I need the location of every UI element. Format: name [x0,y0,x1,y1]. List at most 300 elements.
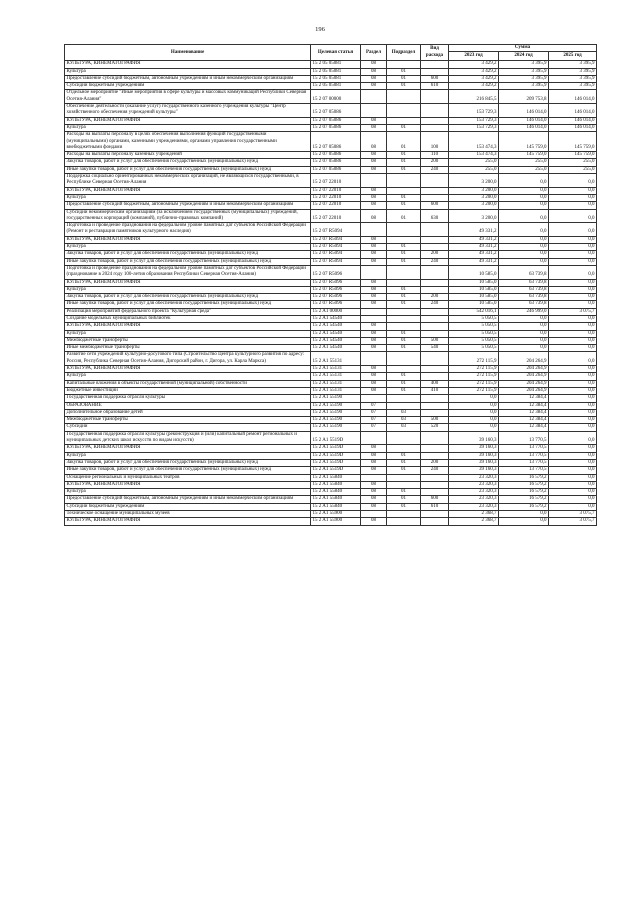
row-sum-2024: 13 770,5 [499,459,549,466]
row-expense-type: 200 [421,294,449,301]
row-section [361,174,387,188]
row-name: Подготовка и проведение празднования на федеральном уровне памятных дат субъектов Российской Федерации (празднование в 2024 году 100-летия образования Республики Северная Осетия-Алания) [65,265,311,279]
row-code: 15 2 07 R5096 [311,265,361,279]
row-subsection [387,187,421,194]
row-section: 08 [361,387,387,394]
row-name: ОБРАЗОВАНИЕ [65,402,311,409]
row-code: 15 2 07 05086 [311,166,361,173]
row-code: 15 2 A1 55190 [311,395,361,402]
table-row [65,166,597,173]
row-name: Культура [65,489,311,496]
table-row [65,244,597,251]
row-subsection: 01 [387,166,421,173]
row-expense-type: 200 [421,459,449,466]
table-row [65,373,597,380]
row-subsection [387,265,421,279]
table-row [65,294,597,301]
row-sum-2025: 146 014,0 [549,90,597,104]
row-sum-2023: 49 331,2 [449,251,499,258]
row-subsection: 03 [387,424,421,431]
row-subsection: 01 [387,194,421,201]
row-sum-2025: 0,0 [549,402,597,409]
row-sum-2023: 39 160,3 [449,431,499,445]
table-header-row [65,45,597,52]
row-code: 15 2 07 R5094 [311,236,361,243]
row-subsection: 01 [387,75,421,82]
row-sum-2023: 5 050,5 [449,345,499,352]
row-sum-2025: 3 395,9 [549,68,597,75]
row-subsection: 01 [387,132,421,152]
row-subsection [387,511,421,518]
row-section: 08 [361,236,387,243]
row-expense-type [421,61,449,68]
header-subsection: Подраздел [387,45,421,61]
row-subsection [387,174,421,188]
row-name: Расходы на выплаты персоналу казенных учреждений [65,152,311,159]
row-subsection: 03 [387,417,421,424]
row-code: 15 2 A1 55840 [311,489,361,496]
row-sum-2024: 0,0 [499,315,549,322]
row-expense-type [421,489,449,496]
row-subsection: 01 [387,244,421,251]
row-code: 15 2 A1 54540 [311,323,361,330]
row-name: КУЛЬТУРА, КИНЕМАТОГРАФИЯ [65,61,311,68]
row-section: 08 [361,194,387,201]
row-expense-type [421,286,449,293]
row-sum-2025: 0,0 [549,337,597,344]
row-sum-2024: 0,0 [499,244,549,251]
table-row [65,187,597,194]
row-sum-2024: 16 579,2 [499,474,549,481]
row-sum-2025: 255,0 [549,159,597,166]
row-code: 15 2 05 05081 [311,83,361,90]
header-sum: Сумма [449,45,597,52]
row-sum-2025: 0,0 [549,345,597,352]
row-expense-type [421,366,449,373]
row-subsection: 01 [387,124,421,131]
row-name: Развитие сети учреждений культурно-досугового типа (Строительство Центра культурного развития по адресу: Россия, Республика Северная Осетия-Алания, Дигорский район, г. Дигора, ул. Карла Маркса) [65,352,311,366]
row-sum-2023: 49 331,2 [449,236,499,243]
row-sum-2025: 3 075,7 [549,511,597,518]
row-expense-type [421,409,449,416]
table-row [65,124,597,131]
row-code: 15 2 A1 5519D [311,467,361,474]
row-name: Закупка товаров, работ и услуг для обеспечения государственных (муниципальных) нужд [65,159,311,166]
row-sum-2024: 209 753,8 [499,90,549,104]
row-sum-2025: 255,0 [549,166,597,173]
row-sum-2025: 0,0 [549,409,597,416]
row-sum-2023: 3 429,2 [449,83,499,90]
table-row [65,330,597,337]
table-row [65,174,597,188]
row-expense-type [421,279,449,286]
row-name: Бюджетные инвестиции [65,387,311,394]
row-code: 15 2 07 00000 [311,90,361,104]
row-expense-type: 100 [421,132,449,152]
row-sum-2025: 0,0 [549,431,597,445]
table-row [65,511,597,518]
row-code: 15 2 07 22010 [311,174,361,188]
row-sum-2025: 0,0 [549,294,597,301]
table-row [65,236,597,243]
row-subsection [387,61,421,68]
row-sum-2024: 16 579,2 [499,481,549,488]
row-sum-2023: 5 050,5 [449,315,499,322]
row-sum-2023: 153 729,3 [449,124,499,131]
row-subsection: 03 [387,409,421,416]
row-sum-2025: 0,0 [549,174,597,188]
row-subsection [387,445,421,452]
row-subsection: 01 [387,301,421,308]
row-sum-2024: 3 395,9 [499,83,549,90]
row-expense-type [421,518,449,525]
row-sum-2024: 0,0 [499,323,549,330]
row-sum-2023: 3 429,2 [449,61,499,68]
row-sum-2025: 0,0 [549,380,597,387]
row-expense-type [421,244,449,251]
row-code: 15 2 A1 54540 [311,315,361,322]
row-sum-2024: 13 770,5 [499,445,549,452]
row-subsection: 01 [387,159,421,166]
row-code: 15 2 A1 55190 [311,417,361,424]
row-expense-type [421,352,449,366]
table-row [65,474,597,481]
table-row [65,301,597,308]
row-sum-2024: 3 395,9 [499,68,549,75]
row-subsection: 01 [387,380,421,387]
row-name: КУЛЬТУРА, КИНЕМАТОГРАФИЯ [65,187,311,194]
row-sum-2023: 255,0 [449,166,499,173]
row-sum-2023: 272 115,9 [449,373,499,380]
row-name: Иные закупки товаров, работ и услуг для обеспечения государственных (муниципальных) нужд [65,467,311,474]
row-sum-2024: 13 770,5 [499,452,549,459]
row-name: Межбюджетные трансферты [65,337,311,344]
row-sum-2023: 3 200,0 [449,187,499,194]
row-expense-type: 600 [421,202,449,209]
row-sum-2025: 0,0 [549,286,597,293]
row-name: Предоставление субсидий бюджетным, автономным учреждениям и иным некоммерческим организациям [65,75,311,82]
row-expense-type [421,445,449,452]
row-subsection: 01 [387,467,421,474]
row-sum-2024: 204 264,9 [499,387,549,394]
table-row [65,90,597,104]
row-section: 08 [361,152,387,159]
row-sum-2023: 39 160,3 [449,467,499,474]
row-code: 15 2 07 R5094 [311,223,361,237]
row-section: 07 [361,402,387,409]
table-row [65,345,597,352]
row-code: 15 2 07 05086 [311,132,361,152]
row-subsection [387,366,421,373]
table-row [65,308,597,315]
row-name: Межбюджетные трансферты [65,417,311,424]
row-name: Субсидии [65,424,311,431]
row-name: Субсидии бюджетным учреждениям [65,503,311,510]
row-subsection [387,474,421,481]
row-sum-2023: 0,0 [449,417,499,424]
row-section: 08 [361,337,387,344]
row-sum-2023: 2 368,7 [449,518,499,525]
row-section: 08 [361,496,387,503]
row-sum-2024: 63 739,8 [499,286,549,293]
row-section: 08 [361,61,387,68]
row-code: 15 2 A1 00000 [311,308,361,315]
row-name: Субсидии бюджетным учреждениям [65,83,311,90]
row-name: Культура [65,194,311,201]
row-code: 15 2 07 05086 [311,124,361,131]
page-number: 196 [315,26,325,33]
row-expense-type [421,431,449,445]
table-row [65,323,597,330]
row-name: Обеспечение деятельности (оказание услуг) государственного казенного учреждения культуры "Центр хозяйственного обеспечения учреждений культуры" [65,104,311,118]
row-expense-type [421,117,449,124]
row-name: Культура [65,244,311,251]
row-code: 15 2 A1 55840 [311,481,361,488]
row-section [361,104,387,118]
row-name: КУЛЬТУРА, КИНЕМАТОГРАФИЯ [65,445,311,452]
table-row [65,83,597,90]
row-code: 15 2 A1 55840 [311,496,361,503]
row-expense-type: 610 [421,503,449,510]
row-code: 15 2 A1 55131 [311,380,361,387]
row-sum-2024: 63 739,8 [499,301,549,308]
row-sum-2025: 3 395,9 [549,75,597,82]
row-sum-2024: 0,0 [499,330,549,337]
row-section: 08 [361,83,387,90]
table-row [65,265,597,279]
table-row [65,518,597,525]
row-code: 15 2 A1 54540 [311,345,361,352]
row-sum-2025: 146 014,0 [549,117,597,124]
row-section: 08 [361,75,387,82]
row-name: Культура [65,286,311,293]
row-sum-2025: 0,0 [549,315,597,322]
row-subsection [387,236,421,243]
row-sum-2024: 12 384,4 [499,409,549,416]
row-sum-2024: 0,0 [499,236,549,243]
row-sum-2023: 10 585,0 [449,301,499,308]
row-sum-2025: 0,0 [549,202,597,209]
row-code: 15 2 A1 5519D [311,431,361,445]
row-sum-2023: 49 331,2 [449,223,499,237]
row-sum-2025: 0,0 [549,481,597,488]
table-row [65,61,597,68]
row-subsection [387,315,421,322]
row-expense-type [421,236,449,243]
row-section: 08 [361,366,387,373]
row-expense-type [421,395,449,402]
row-name: Иные закупки товаров, работ и услуг для обеспечения государственных (муниципальных) нужд [65,258,311,265]
row-code: 15 2 A1 5519D [311,459,361,466]
header-section: Раздел [361,45,387,61]
row-sum-2025: 146 014,0 [549,124,597,131]
row-sum-2023: 0,0 [449,409,499,416]
row-expense-type: 240 [421,258,449,265]
row-sum-2023: 23 320,3 [449,503,499,510]
row-section: 08 [361,244,387,251]
row-sum-2024: 0,0 [499,251,549,258]
row-sum-2024: 0,0 [499,174,549,188]
row-sum-2025: 0,0 [549,194,597,201]
row-code: 15 2 07 05086 [311,117,361,124]
row-sum-2023: 23 320,3 [449,496,499,503]
row-name: Расходы на выплаты персоналу в целях обеспечения выполнения функций государственными (муниципальными) органами, казенными учреждениями, органами управления государственными внебюджетными фондами [65,132,311,152]
row-sum-2024: 12 384,4 [499,424,549,431]
row-subsection [387,117,421,124]
row-sum-2025: 0,0 [549,445,597,452]
row-name: Подготовка и проведение празднования на федеральном уровне памятных дат субъектов Российской Федерации (Ремонт и реставрация памятников культурного наследия) [65,223,311,237]
row-name: Государственная поддержка отрасли культуры [65,395,311,402]
row-subsection: 01 [387,294,421,301]
row-subsection [387,323,421,330]
row-section: 08 [361,467,387,474]
row-sum-2023: 23 320,3 [449,489,499,496]
row-expense-type [421,511,449,518]
row-subsection [387,90,421,104]
header-year-2025: 2025 год [549,52,597,61]
row-name: Культура [65,330,311,337]
row-expense-type: 540 [421,345,449,352]
row-code: 15 2 07 05086 [311,104,361,118]
row-section [361,223,387,237]
row-section: 08 [361,459,387,466]
row-code: 15 2 05 05081 [311,61,361,68]
table-row [65,352,597,366]
table-row [65,496,597,503]
row-sum-2023: 153 474,3 [449,132,499,152]
row-expense-type: 200 [421,159,449,166]
table-row [65,409,597,416]
row-sum-2023: 3 200,0 [449,194,499,201]
row-sum-2025: 0,0 [549,395,597,402]
row-sum-2025: 0,0 [549,258,597,265]
row-section: 08 [361,380,387,387]
row-sum-2025: 0,0 [549,503,597,510]
row-name: Закупка товаров, работ и услуг для обеспечения государственных (муниципальных) нужд [65,294,311,301]
row-name: Культура [65,373,311,380]
row-name: КУЛЬТУРА, КИНЕМАТОГРАФИЯ [65,481,311,488]
row-subsection: 01 [387,452,421,459]
row-sum-2024: 146 014,0 [499,104,549,118]
row-expense-type [421,194,449,201]
row-sum-2023: 272 115,9 [449,366,499,373]
row-section: 08 [361,301,387,308]
row-code: 15 2 A1 55131 [311,366,361,373]
row-code: 15 2 07 22010 [311,187,361,194]
table-row [65,387,597,394]
row-expense-type: 200 [421,251,449,258]
row-expense-type: 600 [421,496,449,503]
row-sum-2024: 16 579,2 [499,489,549,496]
row-expense-type [421,315,449,322]
row-section: 08 [361,166,387,173]
row-section: 08 [361,373,387,380]
header-expense-type: Вид расхода [421,45,449,61]
row-sum-2023: 3 200,0 [449,209,499,223]
row-section [361,315,387,322]
row-subsection: 01 [387,337,421,344]
row-sum-2024: 0,0 [499,345,549,352]
table-row [65,104,597,118]
row-name: Техническое оснащение муниципальных музеев [65,511,311,518]
table-row [65,481,597,488]
row-sum-2024: 13 770,5 [499,467,549,474]
row-sum-2023: 39 160,3 [449,445,499,452]
row-expense-type [421,452,449,459]
row-sum-2023: 272 115,9 [449,380,499,387]
row-section: 08 [361,452,387,459]
row-name: Государственная поддержка отрасли культуры (реконструкция и (или) капитальный ремонт региональных и муниципальных детских школ искусств по видам искусств) [65,431,311,445]
row-sum-2025: 0,0 [549,352,597,366]
row-expense-type: 610 [421,83,449,90]
table-row [65,159,597,166]
row-section: 07 [361,417,387,424]
row-sum-2025: 0,0 [549,373,597,380]
table-row [65,68,597,75]
row-subsection: 01 [387,258,421,265]
row-section [361,352,387,366]
row-name: Оснащение региональных и муниципальных театров [65,474,311,481]
row-subsection [387,481,421,488]
row-subsection [387,104,421,118]
row-code: 15 2 07 05086 [311,152,361,159]
row-sum-2024: 3 395,9 [499,61,549,68]
row-expense-type [421,90,449,104]
row-sum-2023: 10 585,0 [449,294,499,301]
table-row [65,489,597,496]
row-sum-2024: 3 395,9 [499,75,549,82]
row-sum-2024: 0,0 [499,202,549,209]
row-subsection: 01 [387,330,421,337]
table-row [65,380,597,387]
table-row [65,503,597,510]
row-name: Капитальные вложения в объекты государственной (муниципальной) собственности [65,380,311,387]
row-sum-2024: 63 739,8 [499,265,549,279]
row-subsection: 01 [387,286,421,293]
row-section: 08 [361,503,387,510]
row-sum-2024: 204 264,9 [499,352,549,366]
row-sum-2024: 145 759,0 [499,132,549,152]
row-code: 15 2 A1 55190 [311,409,361,416]
row-sum-2025: 0,0 [549,236,597,243]
table-row [65,467,597,474]
row-sum-2025: 0,0 [549,244,597,251]
row-expense-type: 630 [421,209,449,223]
row-sum-2023: 3 200,0 [449,174,499,188]
table-row [65,431,597,445]
row-section: 08 [361,187,387,194]
row-section [361,511,387,518]
row-section: 08 [361,202,387,209]
row-name: КУЛЬТУРА, КИНЕМАТОГРАФИЯ [65,518,311,525]
row-expense-type [421,330,449,337]
row-sum-2025: 0,0 [549,489,597,496]
row-subsection [387,395,421,402]
row-section: 07 [361,409,387,416]
row-expense-type [421,187,449,194]
row-sum-2023: 49 331,2 [449,258,499,265]
row-sum-2024: 145 759,0 [499,152,549,159]
row-code: 15 2 A1 55131 [311,373,361,380]
row-section: 08 [361,251,387,258]
table-row [65,75,597,82]
row-code: 15 2 A1 54540 [311,337,361,344]
header-code: Целевая статья [311,45,361,61]
row-sum-2025: 0,0 [549,209,597,223]
row-expense-type: 600 [421,75,449,82]
row-expense-type [421,223,449,237]
row-section: 08 [361,323,387,330]
